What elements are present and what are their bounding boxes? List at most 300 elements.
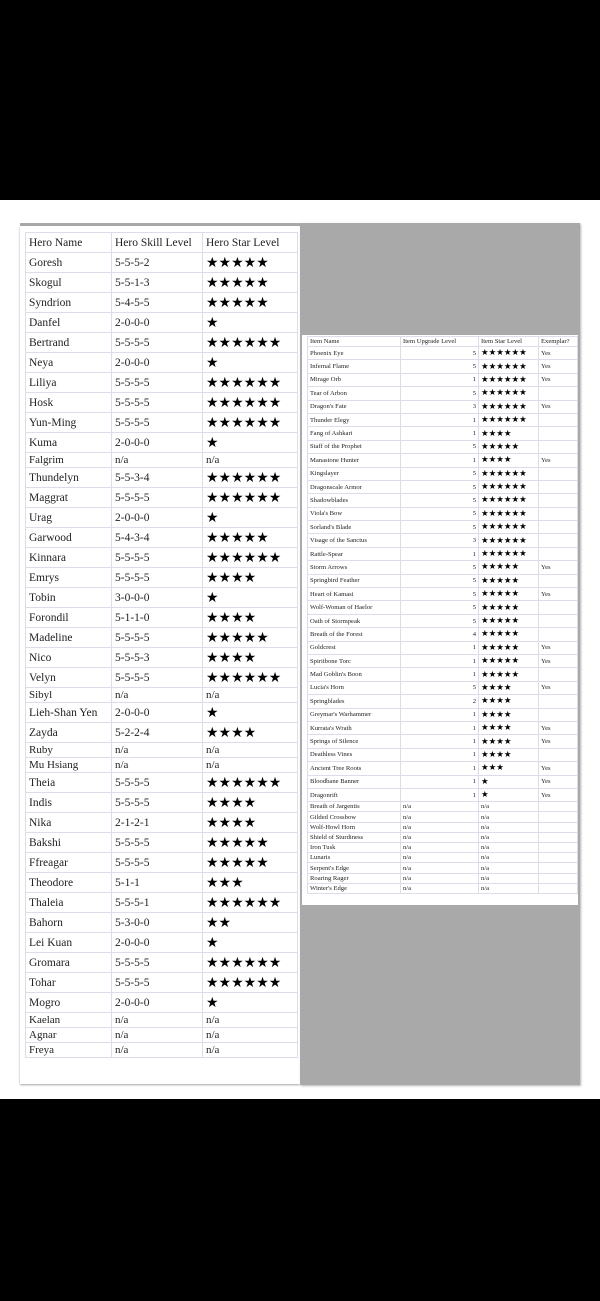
item-exemplar xyxy=(539,521,578,534)
hero-row xyxy=(26,833,298,853)
hero-skill-level: n/a xyxy=(112,1043,203,1058)
item-upgrade-level: n/a xyxy=(401,863,479,873)
header-item-upgrade-level: Item Upgrade Level xyxy=(401,337,479,347)
hero-name: Forondil xyxy=(26,608,112,628)
hero-skill-level: 5-1-1-0 xyxy=(112,608,203,628)
item-sheet xyxy=(302,335,578,905)
item-upgrade-level: 5 xyxy=(401,480,479,493)
item-star-level: ★★★★ xyxy=(479,454,539,467)
item-exemplar xyxy=(539,574,578,587)
hero-star-level: n/a xyxy=(203,758,298,773)
hero-skill-level: 5-3-0-0 xyxy=(112,913,203,933)
item-name: Winter's Edge xyxy=(308,883,401,893)
item-upgrade-level: 1 xyxy=(401,413,479,426)
item-star-level: n/a xyxy=(479,883,539,893)
item-upgrade-level: 1 xyxy=(401,708,479,721)
item-star-level: n/a xyxy=(479,873,539,883)
hero-star-level: ★★★★★ xyxy=(203,853,298,873)
item-row xyxy=(308,832,578,842)
item-star-level: ★★★★★ xyxy=(479,601,539,614)
item-star-level: ★ xyxy=(479,775,539,788)
item-exemplar: Yes xyxy=(539,360,578,373)
item-row xyxy=(308,883,578,893)
hero-star-level: ★ xyxy=(203,313,298,333)
hero-star-level: ★ xyxy=(203,433,298,453)
hero-star-level: ★★★★★ xyxy=(203,273,298,293)
hero-name: Emrys xyxy=(26,568,112,588)
hero-row xyxy=(26,273,298,293)
hero-name: Thaleia xyxy=(26,893,112,913)
hero-star-level: ★ xyxy=(203,353,298,373)
item-star-level: ★★★★ xyxy=(479,427,539,440)
item-upgrade-level: 1 xyxy=(401,788,479,801)
hero-name: Mogro xyxy=(26,993,112,1013)
item-exemplar xyxy=(539,695,578,708)
hero-star-level: n/a xyxy=(203,743,298,758)
item-star-level: ★★★★ xyxy=(479,695,539,708)
hero-name: Madeline xyxy=(26,628,112,648)
hero-row xyxy=(26,333,298,353)
item-row xyxy=(308,400,578,413)
hero-name: Mu Hsiang xyxy=(26,758,112,773)
item-name: Gilded Crossbow xyxy=(308,812,401,822)
item-name: Bloodbane Banner xyxy=(308,775,401,788)
item-name: Springbird Feather xyxy=(308,574,401,587)
hero-skill-level: 2-1-2-1 xyxy=(112,813,203,833)
item-upgrade-level: n/a xyxy=(401,873,479,883)
item-star-level: ★★★★★ xyxy=(479,628,539,641)
item-exemplar xyxy=(539,863,578,873)
hero-star-level: ★★★★★★ xyxy=(203,468,298,488)
item-row xyxy=(308,762,578,775)
item-table xyxy=(307,336,578,894)
item-row xyxy=(308,574,578,587)
hero-star-level: ★★★★ xyxy=(203,813,298,833)
hero-name: Bahorn xyxy=(26,913,112,933)
item-star-level: ★★★★★★ xyxy=(479,480,539,493)
hero-name: Hosk xyxy=(26,393,112,413)
item-upgrade-level: 1 xyxy=(401,748,479,761)
item-name: Thunder Elegy xyxy=(308,413,401,426)
hero-star-level: n/a xyxy=(203,1043,298,1058)
item-star-level: ★★★★★★ xyxy=(479,360,539,373)
item-exemplar xyxy=(539,547,578,560)
item-row xyxy=(308,387,578,400)
item-upgrade-level: 1 xyxy=(401,427,479,440)
item-name: Viola's Bow xyxy=(308,507,401,520)
item-name: Shadowblades xyxy=(308,494,401,507)
hero-skill-level: 2-0-0-0 xyxy=(112,703,203,723)
item-exemplar: Yes xyxy=(539,654,578,667)
hero-skill-level: 5-5-5-5 xyxy=(112,333,203,353)
hero-sheet xyxy=(20,226,300,1084)
hero-skill-level: 5-5-1-3 xyxy=(112,273,203,293)
hero-star-level: ★★★★★★ xyxy=(203,668,298,688)
item-exemplar xyxy=(539,832,578,842)
item-row xyxy=(308,480,578,493)
item-row xyxy=(308,521,578,534)
hero-skill-level: 5-5-5-5 xyxy=(112,668,203,688)
hero-name: Tobin xyxy=(26,588,112,608)
hero-star-level: n/a xyxy=(203,1028,298,1043)
item-row xyxy=(308,601,578,614)
item-star-level: ★★★★★ xyxy=(479,668,539,681)
hero-star-level: n/a xyxy=(203,1013,298,1028)
item-name: Goldcrest xyxy=(308,641,401,654)
item-row xyxy=(308,588,578,601)
item-star-level: ★★★★★★ xyxy=(479,467,539,480)
item-upgrade-level: 1 xyxy=(401,762,479,775)
item-exemplar xyxy=(539,668,578,681)
document-page xyxy=(0,200,600,1099)
hero-star-level: ★★★★★★ xyxy=(203,488,298,508)
hero-skill-level: 2-0-0-0 xyxy=(112,313,203,333)
hero-row xyxy=(26,293,298,313)
item-exemplar xyxy=(539,467,578,480)
hero-row xyxy=(26,953,298,973)
item-upgrade-level: 1 xyxy=(401,735,479,748)
hero-row xyxy=(26,853,298,873)
hero-skill-level: 5-4-3-4 xyxy=(112,528,203,548)
hero-row xyxy=(26,468,298,488)
item-name: Iron Tusk xyxy=(308,843,401,853)
item-exemplar xyxy=(539,843,578,853)
item-name: Sorland's Blade xyxy=(308,521,401,534)
hero-row xyxy=(26,1028,298,1043)
item-upgrade-level: 5 xyxy=(401,588,479,601)
item-upgrade-level: 1 xyxy=(401,775,479,788)
hero-row xyxy=(26,1013,298,1028)
hero-star-level: n/a xyxy=(203,688,298,703)
item-row xyxy=(308,507,578,520)
hero-row xyxy=(26,353,298,373)
hero-star-level: ★★★★★ xyxy=(203,528,298,548)
item-exemplar: Yes xyxy=(539,762,578,775)
item-exemplar xyxy=(539,802,578,812)
item-upgrade-level: n/a xyxy=(401,883,479,893)
hero-star-level: ★★★★★★ xyxy=(203,773,298,793)
item-row xyxy=(308,534,578,547)
hero-row xyxy=(26,743,298,758)
item-name: Staff of the Prophet xyxy=(308,440,401,453)
item-star-level: ★★★★★★ xyxy=(479,400,539,413)
hero-skill-level: 5-5-5-5 xyxy=(112,853,203,873)
hero-name: Kinnara xyxy=(26,548,112,568)
hero-name: Tohar xyxy=(26,973,112,993)
item-exemplar xyxy=(539,387,578,400)
hero-star-level: ★★★★★★ xyxy=(203,548,298,568)
item-row xyxy=(308,413,578,426)
item-upgrade-level: n/a xyxy=(401,802,479,812)
hero-skill-level: 5-5-5-5 xyxy=(112,548,203,568)
item-star-level: n/a xyxy=(479,822,539,832)
item-upgrade-level: 1 xyxy=(401,373,479,386)
hero-star-level: ★★★★★★ xyxy=(203,953,298,973)
header-hero-skill-level: Hero Skill Level xyxy=(112,233,203,253)
hero-star-level: ★★★★★★ xyxy=(203,413,298,433)
hero-name: Syndrion xyxy=(26,293,112,313)
item-row xyxy=(308,863,578,873)
item-row xyxy=(308,822,578,832)
item-name: Roaring Rager xyxy=(308,873,401,883)
item-upgrade-level: 5 xyxy=(401,387,479,400)
item-name: Wolf-Woman of Haelor xyxy=(308,601,401,614)
item-star-level: ★★★★★★ xyxy=(479,534,539,547)
hero-skill-level: 5-5-5-5 xyxy=(112,413,203,433)
hero-name: Bakshi xyxy=(26,833,112,853)
item-row xyxy=(308,812,578,822)
item-star-level: ★★★★★ xyxy=(479,561,539,574)
item-exemplar xyxy=(539,748,578,761)
item-exemplar xyxy=(539,873,578,883)
item-star-level: ★★★★★★ xyxy=(479,387,539,400)
item-row xyxy=(308,853,578,863)
item-name: Dragonscale Armor xyxy=(308,480,401,493)
item-name: Rattle-Spear xyxy=(308,547,401,560)
item-upgrade-level: n/a xyxy=(401,843,479,853)
item-star-level: n/a xyxy=(479,863,539,873)
item-upgrade-level: n/a xyxy=(401,832,479,842)
item-exemplar xyxy=(539,708,578,721)
item-exemplar xyxy=(539,413,578,426)
hero-skill-level: 2-0-0-0 xyxy=(112,933,203,953)
hero-skill-level: 5-5-5-5 xyxy=(112,393,203,413)
hero-name: Theodore xyxy=(26,873,112,893)
hero-skill-level: 5-5-5-5 xyxy=(112,373,203,393)
item-star-level: n/a xyxy=(479,843,539,853)
hero-row xyxy=(26,773,298,793)
item-upgrade-level: 3 xyxy=(401,534,479,547)
item-exemplar xyxy=(539,494,578,507)
item-row xyxy=(308,668,578,681)
hero-name: Urag xyxy=(26,508,112,528)
item-name: Mirage Orb xyxy=(308,373,401,386)
item-name: Springblades xyxy=(308,695,401,708)
item-name: Shield of Sturdiness xyxy=(308,832,401,842)
hero-star-level: ★★★★★★ xyxy=(203,393,298,413)
hero-star-level: ★★★★★ xyxy=(203,628,298,648)
item-row xyxy=(308,427,578,440)
item-exemplar: Yes xyxy=(539,373,578,386)
item-row xyxy=(308,775,578,788)
hero-name: Ruby xyxy=(26,743,112,758)
hero-star-level: ★★★★★★ xyxy=(203,893,298,913)
hero-star-level: ★★★★ xyxy=(203,723,298,743)
hero-skill-level: n/a xyxy=(112,453,203,468)
item-exemplar xyxy=(539,614,578,627)
item-name: Lunaris xyxy=(308,853,401,863)
hero-name: Danfel xyxy=(26,313,112,333)
item-name: Oath of Stormpeak xyxy=(308,614,401,627)
item-upgrade-level: 5 xyxy=(401,440,479,453)
item-exemplar: Yes xyxy=(539,641,578,654)
item-row xyxy=(308,681,578,694)
item-name: Phoenix Eye xyxy=(308,347,401,360)
item-star-level: ★★★★ xyxy=(479,748,539,761)
hero-row xyxy=(26,453,298,468)
item-exemplar: Yes xyxy=(539,454,578,467)
item-name: Visage of the Sanctus xyxy=(308,534,401,547)
item-row xyxy=(308,721,578,734)
hero-row xyxy=(26,373,298,393)
item-row xyxy=(308,748,578,761)
item-table-header xyxy=(308,337,578,347)
hero-skill-level: 2-0-0-0 xyxy=(112,993,203,1013)
item-exemplar xyxy=(539,883,578,893)
hero-skill-level: n/a xyxy=(112,1013,203,1028)
item-row xyxy=(308,614,578,627)
hero-name: Lei Kuan xyxy=(26,933,112,953)
hero-name: Kuma xyxy=(26,433,112,453)
hero-skill-level: n/a xyxy=(112,688,203,703)
item-exemplar xyxy=(539,628,578,641)
item-star-level: ★★★★ xyxy=(479,721,539,734)
item-star-level: ★★★★★★ xyxy=(479,413,539,426)
item-name: Kurrata's Wrath xyxy=(308,721,401,734)
item-row xyxy=(308,440,578,453)
item-upgrade-level: 5 xyxy=(401,574,479,587)
hero-row xyxy=(26,313,298,333)
item-upgrade-level: 5 xyxy=(401,347,479,360)
item-name: Manastone Hunter xyxy=(308,454,401,467)
hero-name: Nika xyxy=(26,813,112,833)
item-exemplar xyxy=(539,427,578,440)
item-exemplar: Yes xyxy=(539,721,578,734)
item-row xyxy=(308,547,578,560)
hero-row xyxy=(26,933,298,953)
item-star-level: n/a xyxy=(479,802,539,812)
item-upgrade-level: 4 xyxy=(401,628,479,641)
hero-skill-level: 5-5-5-2 xyxy=(112,253,203,273)
hero-row xyxy=(26,688,298,703)
item-star-level: ★★★★ xyxy=(479,681,539,694)
item-exemplar xyxy=(539,534,578,547)
item-star-level: n/a xyxy=(479,853,539,863)
hero-name: Maggrat xyxy=(26,488,112,508)
item-name: Ancient Tree Roots xyxy=(308,762,401,775)
hero-name: Goresh xyxy=(26,253,112,273)
hero-row xyxy=(26,758,298,773)
hero-row xyxy=(26,393,298,413)
item-upgrade-level: 1 xyxy=(401,668,479,681)
hero-row xyxy=(26,993,298,1013)
item-upgrade-level: 1 xyxy=(401,721,479,734)
item-star-level: n/a xyxy=(479,832,539,842)
hero-row xyxy=(26,813,298,833)
item-star-level: ★★★★★★ xyxy=(479,507,539,520)
hero-name: Gromara xyxy=(26,953,112,973)
hero-name: Skogul xyxy=(26,273,112,293)
item-row xyxy=(308,628,578,641)
hero-row xyxy=(26,608,298,628)
hero-star-level: ★★★ xyxy=(203,873,298,893)
item-name: Kingslayer xyxy=(308,467,401,480)
hero-skill-level: 5-5-5-3 xyxy=(112,648,203,668)
hero-skill-level: 5-4-5-5 xyxy=(112,293,203,313)
item-row xyxy=(308,802,578,812)
hero-star-level: ★★★★★★ xyxy=(203,973,298,993)
hero-row xyxy=(26,488,298,508)
item-star-level: ★★★★★★ xyxy=(479,347,539,360)
item-exemplar xyxy=(539,822,578,832)
hero-skill-level: 5-5-5-1 xyxy=(112,893,203,913)
hero-row xyxy=(26,793,298,813)
item-name: Greymar's Warhammer xyxy=(308,708,401,721)
item-name: Breath of Jargentis xyxy=(308,802,401,812)
hero-name: Neya xyxy=(26,353,112,373)
item-upgrade-level: 5 xyxy=(401,521,479,534)
hero-star-level: ★ xyxy=(203,588,298,608)
item-name: Storm Arrows xyxy=(308,561,401,574)
item-upgrade-level: 3 xyxy=(401,400,479,413)
item-name: Serpent's Edge xyxy=(308,863,401,873)
item-upgrade-level: 5 xyxy=(401,561,479,574)
hero-star-level: ★ xyxy=(203,508,298,528)
item-star-level: ★★★★★ xyxy=(479,614,539,627)
hero-name: Indis xyxy=(26,793,112,813)
item-row xyxy=(308,695,578,708)
hero-skill-level: n/a xyxy=(112,1028,203,1043)
hero-skill-level: 5-5-3-4 xyxy=(112,468,203,488)
hero-name: Velyn xyxy=(26,668,112,688)
item-star-level: n/a xyxy=(479,812,539,822)
hero-skill-level: 5-1-1 xyxy=(112,873,203,893)
header-item-star-level: Item Star Level xyxy=(479,337,539,347)
item-name: Breath of the Forest xyxy=(308,628,401,641)
item-name: Mad Goblin's Boon xyxy=(308,668,401,681)
header-hero-name: Hero Name xyxy=(26,233,112,253)
hero-skill-level: 5-5-5-5 xyxy=(112,773,203,793)
hero-star-level: ★ xyxy=(203,703,298,723)
hero-name: Zayda xyxy=(26,723,112,743)
hero-skill-level: 2-0-0-0 xyxy=(112,508,203,528)
header-exemplar: Exemplar? xyxy=(539,337,578,347)
item-name: Dragon's Fate xyxy=(308,400,401,413)
item-upgrade-level: n/a xyxy=(401,822,479,832)
item-row xyxy=(308,347,578,360)
item-upgrade-level: 5 xyxy=(401,601,479,614)
hero-name: Thundelyn xyxy=(26,468,112,488)
item-exemplar: Yes xyxy=(539,735,578,748)
hero-row xyxy=(26,508,298,528)
item-star-level: ★★★★★ xyxy=(479,588,539,601)
hero-name: Lieh-Shan Yen xyxy=(26,703,112,723)
item-name: Tear of Arbon xyxy=(308,387,401,400)
item-star-level: ★★★★★★ xyxy=(479,494,539,507)
item-upgrade-level: 5 xyxy=(401,467,479,480)
item-row xyxy=(308,494,578,507)
hero-name: Garwood xyxy=(26,528,112,548)
hero-skill-level: 5-5-5-5 xyxy=(112,833,203,853)
item-upgrade-level: 5 xyxy=(401,494,479,507)
hero-skill-level: 2-0-0-0 xyxy=(112,433,203,453)
item-star-level: ★★★★★ xyxy=(479,574,539,587)
item-star-level: ★★★★★★ xyxy=(479,373,539,386)
item-upgrade-level: 5 xyxy=(401,681,479,694)
item-upgrade-level: 1 xyxy=(401,641,479,654)
item-star-level: ★★★★ xyxy=(479,735,539,748)
item-upgrade-level: 2 xyxy=(401,695,479,708)
item-panel xyxy=(300,223,580,1085)
item-upgrade-level: n/a xyxy=(401,853,479,863)
hero-skill-level: 5-5-5-5 xyxy=(112,793,203,813)
hero-row xyxy=(26,413,298,433)
item-row xyxy=(308,735,578,748)
hero-skill-level: 5-5-5-5 xyxy=(112,568,203,588)
hero-row xyxy=(26,723,298,743)
item-row xyxy=(308,467,578,480)
hero-name: Freya xyxy=(26,1043,112,1058)
